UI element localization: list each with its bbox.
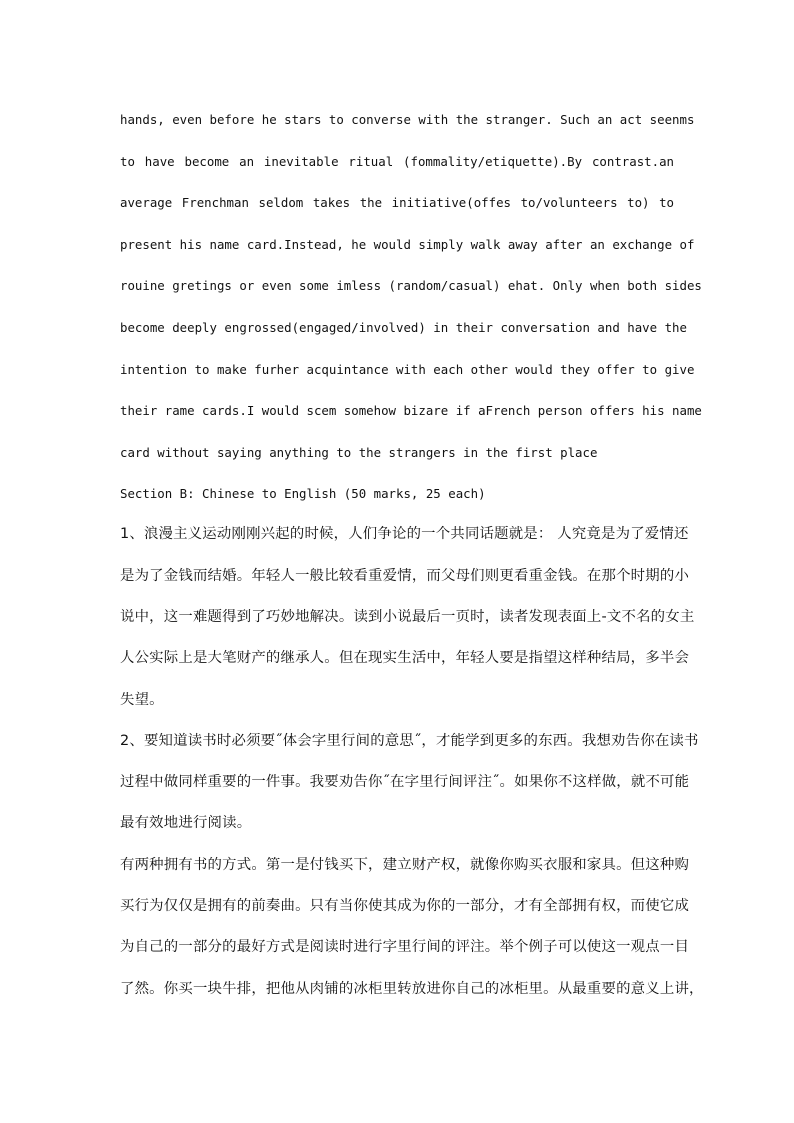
text-line: rouine gretings or even some imless (random/casual) ehat. Only when both sides: [120, 278, 702, 294]
section-a-passage-tail: [120, 99, 702, 473]
text-line: 人公实际上是大笔财产的继承人。但在现实生活中，年轻人要是指望这样种结局，多半会: [120, 650, 690, 667]
text-line: card without saying anything to the strangers in the first place: [120, 444, 598, 460]
text-line: 说中，这一难题得到了巧妙地解决。读到小说最后一页时，读者发现表面上-文不名的女主: [120, 608, 695, 625]
text-line: intention to make furher acquintance with each other would they offer to give: [120, 361, 695, 377]
text-line: their rame cards.I would scem somehow bizare if aFrench person offers his name: [120, 403, 702, 419]
text-line: 了然。你买一块牛排，把他从肉铺的冰柜里转放进你自己的冰柜里。从最重要的意义上讲，: [120, 980, 704, 997]
text-line: 为自己的一部分的最好方式是阅读时进行字里行间的评注。举个例子可以使这一观点一目: [120, 939, 690, 956]
page-body: [120, 99, 704, 1010]
text-line: 过程中做同样重要的一件事。我要劝告你˝在字里行间评注˝。如果你不这样做，就不可能: [120, 774, 690, 791]
text-line: 是为了金钱而结婚。年轻人一般比较看重爱情，而父母们则更看重金钱。在那个时期的小: [120, 567, 690, 584]
section-b-item-2-paragraph: [120, 845, 704, 1010]
text-line: 最有效地进行阅读。: [120, 815, 252, 832]
text-line: present his name card.Instead, he would simply walk away after an exchange of: [120, 236, 695, 252]
text-line: 1、浪漫主义运动刚刚兴起的时候，人们争论的一个共同话题就是： 人究竟是为了爱情还: [120, 526, 689, 543]
section-b-heading: Section B: Chinese to English (50 marks, 25 each): [120, 486, 486, 502]
text-line: 买行为仅仅是拥有的前奏曲。只有当你使其成为你的一部分，才有全部拥有权，而使它成: [120, 898, 690, 915]
text-line: 失望。: [120, 691, 164, 708]
text-line: become deeply engrossed(engaged/involved) in their conversation and have the: [120, 319, 687, 335]
text-line: hands, even before he stars to converse with the stranger. Such an act seenms: [120, 112, 695, 127]
text-line: 2、要知道读书时必须要˝体会字里行间的意思˝，才能学到更多的东西。我想劝告你在读书: [120, 732, 699, 749]
text-line: to have become an inevitable ritual (fommality/etiquette).By contrast.an: [120, 153, 674, 169]
text-line: average Frenchman seldom takes the initiative(offes to/volunteers to) to: [120, 195, 674, 211]
text-line: 有两种拥有书的方式。第一是付钱买下，建立财产权，就像你购买衣服和家具。但这种购: [120, 856, 690, 873]
section-b-item-1: [120, 514, 695, 720]
section-b-item-2: [120, 721, 699, 845]
